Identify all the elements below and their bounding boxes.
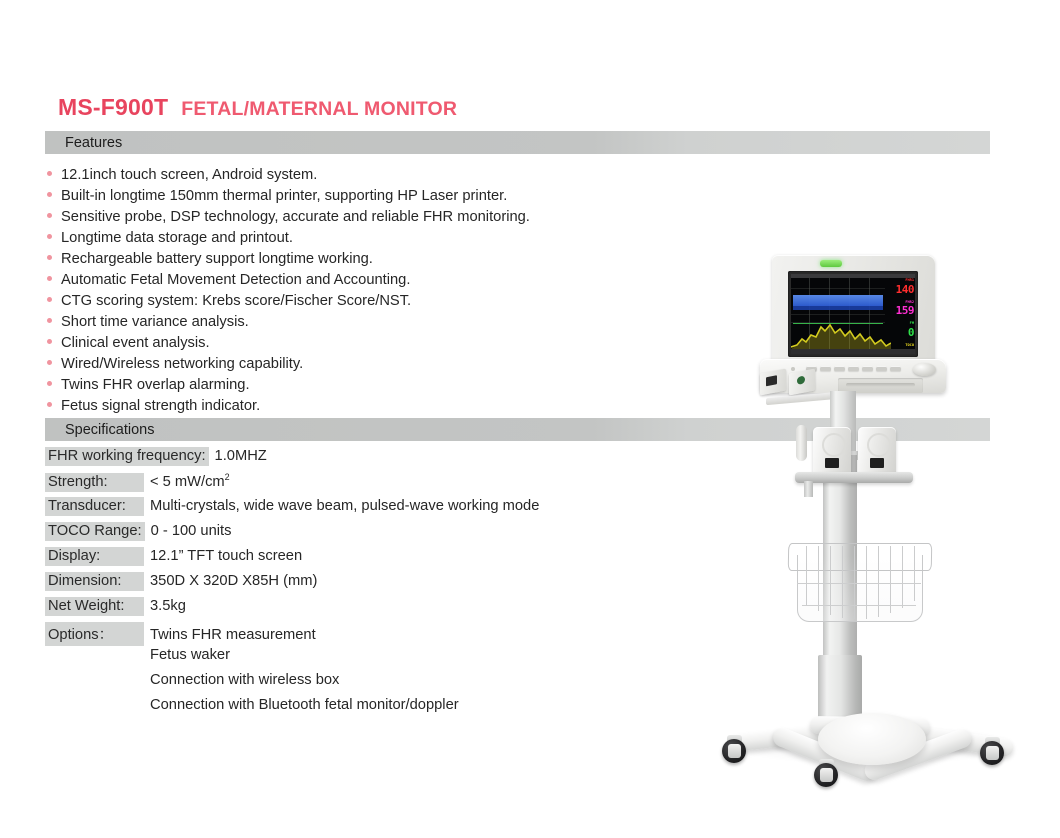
specification-row (45, 597, 685, 622)
specification-row (45, 472, 685, 497)
feature-item (47, 396, 667, 416)
monitor-base-unit (760, 359, 946, 393)
bullet-icon (47, 255, 52, 260)
feature-text: Twins FHR overlap alarming. (61, 377, 250, 393)
shelf-post (804, 481, 813, 497)
specification-value: 0 - 100 units (150, 523, 232, 539)
option-row (45, 697, 685, 722)
bullet-icon (47, 213, 52, 218)
probe-port (760, 368, 786, 395)
ctg-trace-area (791, 278, 885, 349)
feature-text: Built-in longtime 150mm thermal printer, supporting HP Laser printer. (61, 188, 508, 204)
feature-item (47, 270, 667, 290)
specification-label: Transducer: (45, 497, 144, 516)
control-button[interactable] (848, 366, 859, 371)
specification-row (45, 497, 685, 522)
specification-value (150, 472, 230, 490)
caster-wheel (814, 759, 840, 789)
specification-label: TOCO Range: (45, 522, 145, 541)
screen-readout-label: FHR2 (905, 299, 914, 304)
basket-rim (788, 543, 932, 571)
option-row (45, 672, 685, 697)
features-section-label: Features (65, 134, 123, 151)
bullet-icon (47, 276, 52, 281)
specification-row (45, 572, 685, 597)
rotary-knob[interactable] (913, 363, 936, 376)
option-text: Fetus waker (150, 647, 230, 663)
feature-item (47, 186, 667, 206)
feature-text: Sensitive probe, DSP technology, accurate and reliable FHR monitoring. (61, 209, 530, 225)
bullet-icon (47, 192, 52, 197)
features-section-bar (45, 131, 990, 154)
bullet-icon (47, 318, 52, 323)
specification-value: Multi-crystals, wide wave beam, pulsed-wave working mode (150, 498, 540, 514)
feature-text: Rechargeable battery support longtime working. (61, 251, 373, 267)
screen-readout-fhr2 (885, 301, 914, 317)
status-led-indicator (820, 260, 842, 267)
caster-wheel (722, 735, 748, 765)
control-button[interactable] (890, 366, 901, 371)
ultrasound-transducer-probe (813, 427, 851, 477)
screen-readout-fhr1 (885, 279, 914, 295)
screen-readout-label: FHR1 (905, 278, 914, 282)
storage-basket (788, 543, 930, 625)
feature-item (47, 165, 667, 185)
monitor-screen (791, 274, 915, 354)
features-list (47, 165, 667, 417)
specification-label: Dimension: (45, 572, 144, 591)
control-button[interactable] (862, 366, 873, 371)
trolley-base (722, 707, 1017, 789)
specification-row (45, 622, 685, 647)
monitor-head (772, 255, 935, 367)
feature-item (47, 228, 667, 248)
bullet-icon (47, 171, 52, 176)
product-subtitle: FETAL/MATERNAL MONITOR (181, 98, 458, 120)
probe-port (789, 368, 815, 395)
specification-value: Twins FHR measurement (150, 627, 316, 643)
specification-value: 1.0MHZ (214, 448, 267, 464)
specification-value-text: < 5 mW/cm (150, 473, 225, 490)
screen-bottom-bar (791, 349, 915, 354)
toco-waveform (791, 317, 891, 349)
feature-item (47, 249, 667, 269)
bullet-icon (47, 234, 52, 239)
control-button[interactable] (834, 366, 845, 371)
screen-readout-label: TOCO (905, 342, 914, 347)
screen-readout-value: 140 (895, 282, 914, 296)
feature-text: Short time variance analysis. (61, 314, 249, 330)
page-title (58, 94, 457, 121)
feature-item (47, 291, 667, 311)
bullet-icon (47, 297, 52, 302)
product-image (700, 255, 1040, 815)
cable-hanger (796, 425, 807, 461)
base-hub (818, 713, 926, 765)
specification-row (45, 447, 685, 472)
option-text: Connection with Bluetooth fetal monitor/doppler (150, 697, 459, 713)
bullet-icon (47, 339, 52, 344)
specifications-list (45, 447, 685, 722)
feature-text: Fetus signal strength indicator. (61, 398, 261, 414)
toco-transducer-probe (858, 427, 896, 477)
fhr-trace-band-lower (793, 306, 883, 310)
feature-item (47, 207, 667, 227)
feature-item (47, 375, 667, 395)
screen-bezel (788, 271, 918, 357)
specification-value: 12.1” TFT touch screen (150, 548, 303, 564)
specification-label: Strength: (45, 473, 144, 492)
feature-item (47, 312, 667, 332)
feature-item (47, 354, 667, 374)
specification-value: 3.5kg (150, 598, 186, 614)
screen-readout-fm (885, 322, 914, 338)
caster-wheel (980, 737, 1006, 767)
screen-readout-value: 0 (907, 325, 914, 339)
specification-row (45, 547, 685, 572)
feature-text: Clinical event analysis. (61, 335, 210, 351)
specification-label: Display: (45, 547, 144, 566)
option-text: Connection with wireless box (150, 672, 340, 688)
specification-label: FHR working frequency: (45, 447, 209, 466)
bullet-icon (47, 381, 52, 386)
control-button[interactable] (876, 366, 887, 371)
specifications-section-label: Specifications (65, 421, 155, 438)
screen-readout-value: 159 (895, 304, 914, 318)
screen-readout-label: FM (909, 321, 914, 326)
feature-text: Wired/Wireless networking capability. (61, 356, 304, 372)
feature-text: Longtime data storage and printout. (61, 230, 293, 246)
specification-value-superscript: 2 (224, 472, 230, 482)
specification-label: Net Weight: (45, 597, 144, 616)
specification-label: Options： (45, 622, 144, 646)
fhr-trace-band (793, 295, 883, 306)
specification-row (45, 522, 685, 547)
screen-readouts (885, 279, 914, 354)
feature-text: 12.1inch touch screen, Android system. (61, 167, 318, 183)
specification-value: 350D X 320D X85H (mm) (150, 573, 318, 589)
feature-text: Automatic Fetal Movement Detection and Accounting. (61, 272, 411, 288)
product-model: MS-F900T (58, 94, 169, 120)
bullet-icon (47, 402, 52, 407)
feature-text: CTG scoring system: Krebs score/Fischer Score/NST. (61, 293, 412, 309)
bullet-icon (47, 360, 52, 365)
feature-item (47, 333, 667, 353)
option-row (45, 647, 685, 672)
